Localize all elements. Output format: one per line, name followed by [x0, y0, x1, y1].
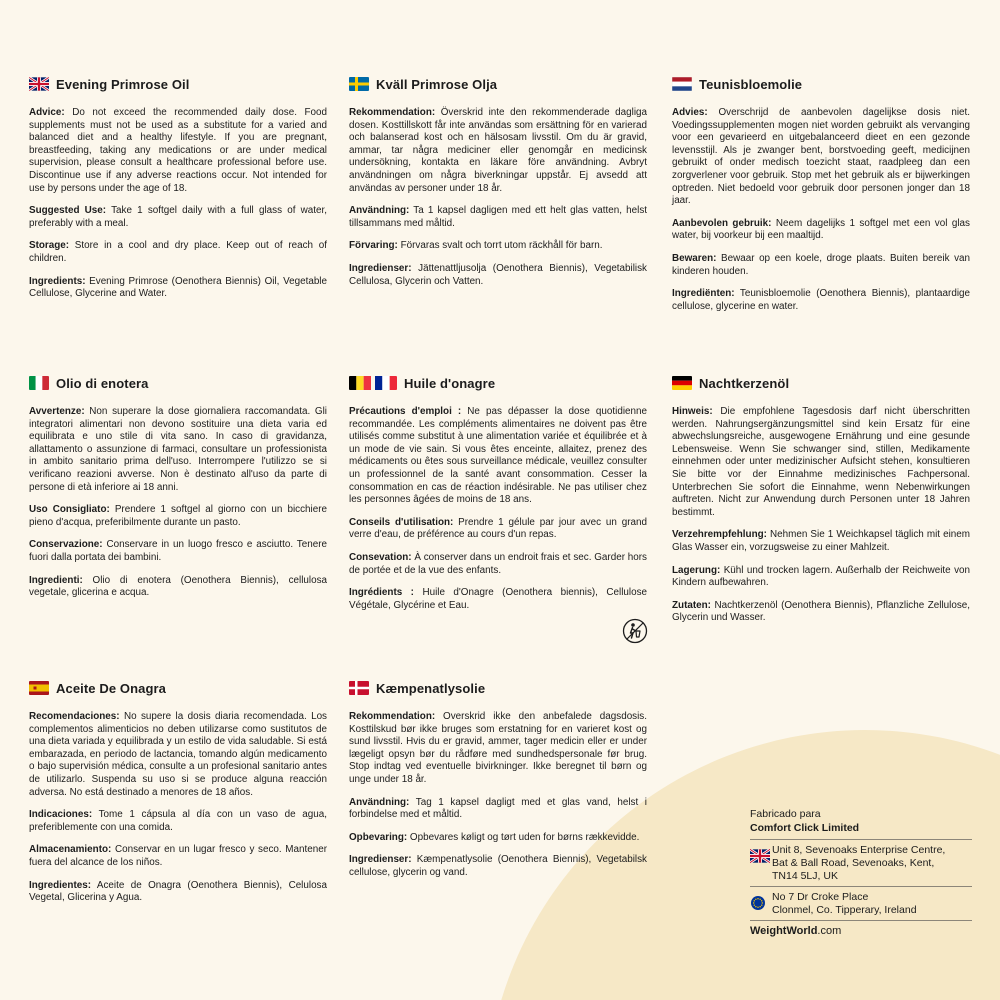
brand-name: WeightWorld: [750, 925, 818, 937]
section-header: [29, 679, 327, 697]
paragraph-text: Neem dagelijks 1 softgel met een vol glas water, bij voorkeur bij een maaltijd.: [672, 217, 970, 242]
section-1: [349, 75, 647, 298]
paragraph-label: Ingredienser:: [349, 854, 412, 866]
section-title: Evening Primrose Oil: [56, 76, 190, 92]
section-title: Aceite De Onagra: [56, 680, 166, 696]
paragraph-text: Jättenattljusolja (Oenothera Biennis), Vegetabilisk Cellulosa, Glycerin och Vatten.: [349, 262, 647, 287]
paragraph-text: Prendere 1 softgel al giorno con un bicchiere pieno d'acqua, preferibilmente durante un pasto.: [29, 504, 327, 528]
address-line: Unit 8, Sevenoaks Enterprise Centre,: [772, 844, 946, 856]
section-header: [349, 374, 647, 392]
spain-flag: [29, 681, 49, 695]
address-line: No 7 Dr Croke Place: [772, 891, 869, 903]
paragraph-text: Conservare in un luogo fresco e asciutto. Tenere fuori dalla portata dei bambini.: [29, 539, 327, 563]
section-paragraph: [29, 539, 327, 564]
paragraph-text: Do not exceed the recommended daily dose. Food supplements must not be used as a substitute for a varied and balanced diet and a healthy lifestyle. If you are pregnant, breastfeeding, taking any medications or are under medical supervision, please consult a healthcare professional before use. Discontinue use if any adverse reactions occur. Not intended for use by persons under the age of 18.: [29, 107, 327, 194]
paragraph-text: Take 1 softgel daily with a full glass of water, preferably with a meal.: [29, 205, 327, 229]
paragraph-text: Non superare la dose giornaliera raccomandata. Gli integratori alimentari non devono sostituire una dieta varia ed equilibrata e uno stile di vita sano. In caso di gravidanza, allattamento o assunzione di farmaci, consultare un professionista in ambito sanitario prima dell'uso. Interrompere l'utilizzo se si verificano reazioni avverse. Non è destinato all'uso da parte di persone di età inferiore ai 18 anni.: [29, 406, 327, 493]
address-row: [750, 839, 972, 886]
section-title: Huile d'onagre: [404, 375, 496, 391]
paragraph-label: Zutaten:: [672, 599, 711, 611]
address-row: [750, 886, 972, 920]
section-paragraph: [29, 205, 327, 230]
paragraph-text: Teunisbloemolie (Oenothera Biennis), plantaardige cellulose, glycerine en water.: [672, 288, 970, 312]
section-paragraph: [349, 711, 647, 787]
paragraph-text: Aceite de Onagra (Oenothera Biennis), Celulosa Vegetal, Glicerina y Agua.: [29, 879, 327, 904]
paragraph-text: Ne pas dépasser la dose quotidienne recommandée. Les compléments alimentaires ne doivent pas être utilisés comme substitut à une alimentation variée et équilibrée et à un mode de vie sain. Si vous êtes enceinte, allaitez, prenez des médicaments ou êtes sous surveillance médicale, veuillez consulter un professionnel de la santé avant consommation. Cesser la consommation en cas de réaction indésirable. Ne pas utiliser chez les personnes âgées de moins de 18 ans.: [349, 406, 647, 506]
paragraph-text: Tag 1 kapsel dagligt med et glas vand, helst i forbindelse med et måltid.: [349, 796, 647, 821]
section-paragraph: [349, 107, 647, 195]
uk-flag: [29, 77, 49, 91]
netherlands-flag: [672, 77, 692, 91]
paragraph-label: Conseils d'utilisation:: [349, 516, 454, 528]
paragraph-label: Advice:: [29, 107, 65, 118]
paragraph-text: Opbevares køligt og tørt uden for børns rækkevidde.: [407, 831, 640, 843]
paragraph-label: Bewaren:: [672, 252, 717, 264]
paragraph-text: Ta 1 kapsel dagligen med ett helt glas vatten, helst tillsammans med måltid.: [349, 205, 647, 229]
section-title: Nachtkerzenöl: [699, 375, 790, 391]
tidyman-recycle-icon: [622, 618, 648, 644]
paragraph-text: Nehmen Sie 1 Weichkapsel täglich mit einem Glas Wasser ein, vorzugsweise zu einer Mahlzeit.: [672, 529, 970, 553]
section-title: Olio di enotera: [56, 375, 149, 391]
paragraph-label: Lagerung:: [672, 564, 721, 576]
italy-flag: [29, 376, 49, 390]
paragraph-text: Tome 1 cápsula al día con un vaso de agua, preferiblemente con una comida.: [29, 809, 327, 833]
section-header: [672, 75, 970, 93]
paragraph-text: Huile d'Onagre (Oenothera biennis), Cellulose Végétale, Glycérine et Eau.: [349, 587, 647, 611]
section-7: [349, 679, 647, 890]
paragraph-text: Evening Primrose (Oenothera Biennis) Oil, Vegetable Cellulose, Glycerine and Water.: [29, 275, 327, 300]
section-paragraph: [672, 288, 970, 313]
paragraph-text: Bewaar op een koele, droge plaats. Buiten bereik van kinderen houden.: [672, 252, 970, 277]
paragraph-text: Förvaras svalt och torrt utom räckhåll för barn.: [397, 240, 603, 252]
paragraph-label: Rekommendation:: [349, 107, 436, 118]
paragraph-label: Advies:: [672, 107, 708, 118]
paragraph-label: Précautions d'emploi :: [349, 406, 462, 417]
brand-website: [750, 920, 972, 937]
paragraph-label: Conservazione:: [29, 539, 103, 551]
section-paragraph: [349, 240, 647, 253]
paragraph-label: Opbevaring:: [349, 831, 408, 843]
section-title: Kväll Primrose Olja: [376, 76, 498, 92]
section-paragraph: [29, 107, 327, 195]
paragraph-label: Användning:: [349, 796, 410, 808]
section-paragraph: [672, 107, 970, 208]
section-paragraph: [349, 406, 647, 507]
section-paragraph: [349, 797, 647, 822]
section-paragraph: [29, 711, 327, 799]
section-paragraph: [672, 529, 970, 554]
section-paragraph: [29, 504, 327, 529]
paragraph-label: Ingredients:: [29, 275, 86, 287]
paragraph-text: Overschrijd de aanbevolen dagelijkse dosis niet. Voedingssupplementen mogen niet worden gebruikt als vervanging voor een gevarieerd en uitgebalanceerd dieet en een gezonde levensstijl. Als je zwanger bent, borstvoeding geeft, medicijnen gebruikt of onder medisch toezicht staat, raadpleeg dan een zorgverlener voor gebruik. Stop met het gebruik als er bijwerkingen optreden. Niet bedoeld voor gebruik door personen jonger dan 18 jaar.: [672, 107, 970, 207]
section-5: [672, 374, 970, 635]
section-paragraph: [349, 205, 647, 230]
section-paragraph: [29, 844, 327, 869]
manufacturer-block: [750, 808, 972, 937]
paragraph-text: Overskrid ikke den anbefalede dagsdosis. Kosttilskud bør ikke bruges som erstatning for en varieret kost og sund livsstil. Hvis du er gravid, ammer, tager medicin eller er under lægeligt opsyn bør du rådføre med sundhedspersonale før brug. Stop indtag ved eventuelle bivirkninger. Ikke beregnet til børn og unge under 18 år.: [349, 711, 647, 785]
section-paragraph: [672, 218, 970, 243]
section-title: Kæmpenatlysolie: [376, 680, 486, 696]
paragraph-label: Consevation:: [349, 551, 412, 563]
section-paragraph: [29, 880, 327, 905]
belgium-france-flags: [349, 376, 397, 390]
paragraph-label: Ingredienti:: [29, 574, 83, 586]
address-lines: [772, 844, 945, 883]
address-line: Bat & Ball Road, Sevenoaks, Kent,: [772, 857, 935, 869]
paragraph-label: Rekommendation:: [349, 711, 436, 722]
section-paragraph: [349, 517, 647, 542]
section-3: [29, 374, 327, 610]
denmark-flag: [349, 681, 369, 695]
germany-flag: [672, 376, 692, 390]
section-paragraph: [672, 253, 970, 278]
paragraph-label: Indicaciones:: [29, 809, 93, 821]
paragraph-text: No supere la dosis diaria recomendada. Los complementos alimenticios no deben utilizarse como sustitutos de una dieta variada y equilibrada y un estilo de vida saludable. Si está embarazada, en periodo de lactancia, tomando algún medicamento o bajo supervisión médica, consulte a un profesional sanitario antes de utilizarlo. Suspenda su uso si se produce alguna reacción adversa. No está destinado a menores de 18 años.: [29, 711, 327, 798]
paragraph-label: Ingrediënten:: [672, 288, 735, 300]
paragraph-text: À conserver dans un endroit frais et sec. Garder hors de portée et de la vue des enfants.: [349, 551, 647, 576]
section-paragraph: [349, 263, 647, 288]
paragraph-label: Storage:: [29, 240, 70, 252]
paragraph-label: Avvertenze:: [29, 406, 85, 417]
paragraph-label: Förvaring:: [349, 240, 398, 252]
eu-flag: [750, 896, 766, 910]
section-header: [672, 374, 970, 392]
address-line: TN14 5LJ, UK: [772, 870, 838, 882]
section-paragraph: [29, 406, 327, 494]
paragraph-label: Ingredienser:: [349, 262, 412, 274]
section-header: [29, 374, 327, 392]
paragraph-text: Store in a cool and dry place. Keep out of reach of children.: [29, 240, 327, 264]
paragraph-text: Kühl und trocken lagern. Außerhalb der Reichweite von Kindern aufbewahren.: [672, 564, 970, 589]
paragraph-label: Hinweis:: [672, 406, 713, 417]
paragraph-label: Almacenamiento:: [29, 844, 112, 856]
section-paragraph: [672, 406, 970, 519]
manufacturer-label: Fabricado para: [750, 808, 821, 820]
paragraph-text: Conservar en un lugar fresco y seco. Mantener fuera del alcance de los niños.: [29, 844, 327, 868]
section-header: [349, 75, 647, 93]
manufacturer-company: Comfort Click Limited: [750, 822, 860, 834]
section-paragraph: [349, 854, 647, 879]
section-paragraph: [349, 832, 647, 845]
paragraph-label: Aanbevolen gebruik:: [672, 217, 772, 229]
paragraph-label: Användning:: [349, 205, 410, 217]
section-2: [672, 75, 970, 323]
paragraph-label: Ingredientes:: [29, 879, 92, 891]
paragraph-label: Recomendaciones:: [29, 711, 120, 722]
section-paragraph: [349, 587, 647, 612]
sweden-flag: [349, 77, 369, 91]
paragraph-text: Överskrid inte den rekommenderade dagliga dosen. Kosttillskott får inte användas som ersättning för en varierad och balanserad kost och en hälsosam livsstil. Om du är gravid, ammar, tar några mediciner eller genomgår en medicinsk undersökning, kontakta en läkare före användning. Avbryt användningen om några biverkningar uppstår. Ej avsedd att användas av personer under 18 år.: [349, 107, 647, 194]
paragraph-label: Uso Consigliato:: [29, 504, 110, 516]
section-title: Teunisbloemolie: [699, 76, 803, 92]
section-6: [29, 679, 327, 915]
paragraph-text: Nachtkerzenöl (Oenothera Biennis), Pflanzliche Zellulose, Glycerin und Wasser.: [672, 599, 970, 624]
brand-suffix: .com: [817, 925, 842, 937]
section-paragraph: [29, 276, 327, 301]
section-paragraph: [29, 809, 327, 834]
paragraph-label: Verzehrempfehlung:: [672, 529, 767, 541]
paragraph-text: Die empfohlene Tagesdosis darf nicht überschritten werden. Nahrungsergänzungsmittel sind kein Ersatz für eine abwechslungsreiche, ausgewogene Ernährung und eine gesunde Lebensweise. Wenn Sie schwanger sind, stillen, Medikamente einnehmen oder unter medizinischer Aufsicht stehen, konsultieren Sie bitte vor der Einnahme medizinisches Fachpersonal. Unterbrechen Sie sofort die Einnahme, wenn Nebenwirkungen auftreten. Nicht zur Anwendung durch Personen unter 18 Jahren bestimmt.: [672, 406, 970, 518]
paragraph-text: Kæmpenatlysolie (Oenothera Biennis), Vegetabilsk cellulose, glycerin og vand.: [349, 854, 647, 878]
section-header: [349, 679, 647, 697]
section-paragraph: [29, 575, 327, 600]
section-paragraph: [29, 240, 327, 265]
section-paragraph: [672, 600, 970, 625]
section-paragraph: [349, 552, 647, 577]
address-line: Clonmel, Co. Tipperary, Ireland: [772, 904, 917, 916]
section-4: [349, 374, 647, 622]
section-paragraph: [672, 565, 970, 590]
section-0: [29, 75, 327, 311]
uk-flag: [750, 849, 766, 863]
paragraph-label: Ingrédients :: [349, 587, 414, 599]
address-lines: [772, 891, 917, 917]
paragraph-text: Prendre 1 gélule par jour avec un grand verre d'eau, de préférence au cours d'un repas.: [349, 516, 647, 541]
paragraph-text: Olio di enotera (Oenothera Biennis), cellulosa vegetale, glicerina e acqua.: [29, 574, 327, 599]
paragraph-label: Suggested Use:: [29, 205, 107, 217]
section-header: [29, 75, 327, 93]
